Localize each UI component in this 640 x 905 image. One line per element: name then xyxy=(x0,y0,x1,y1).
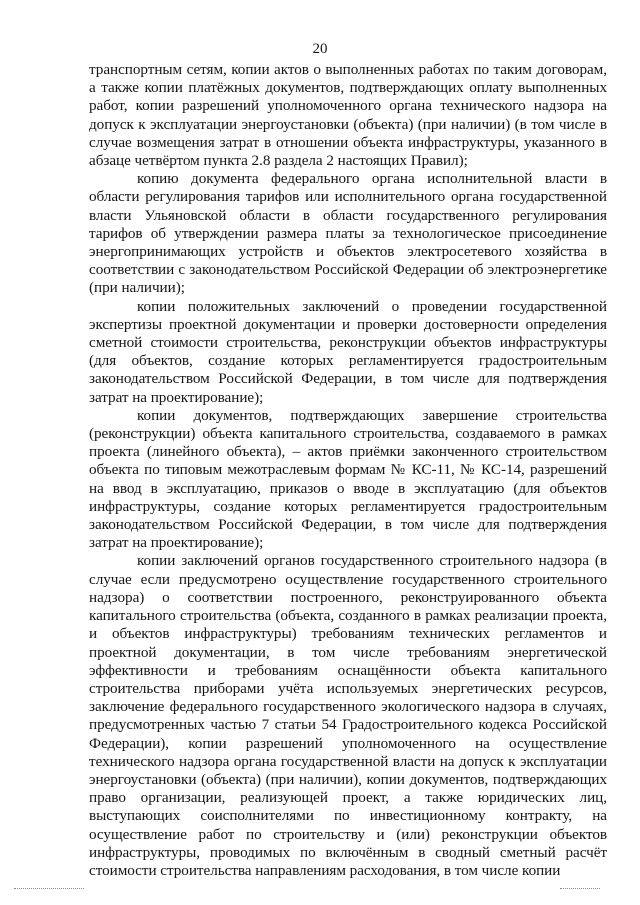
paragraph-tariff-document: копию документа федерального органа исполнительной власти в области регулирования тарифов или исполнительного органа государственной власти Ульяновской области в области государственного регулирования тарифов об утверждении размера платы за технологическое присоединение энергопринимающих устройств и объектов электросетевого хозяйства в соответствии с законодательством Российской Федерации об электроэнергетике (при наличии); xyxy=(89,170,607,297)
paragraph-completion-documents: копии документов, подтверждающих завершение строительства (реконструкции) объекта капитального строительства, создаваемого в рамках проекта (линейного объекта), – актов приёмки законченного строительством объекта по типовым межотраслевым формам № КС-11, № КС-14, разрешений на ввод в эксплуатацию, приказов о вводе в эксплуатацию (для объектов инфраструктуры, создание которых регламентируется градостроительным законодательством Российской Федерации, в том числе для подтверждения затрат на проектирование); xyxy=(89,406,607,552)
paragraph-continued: транспортным сетям, копии актов о выполненных работах по таким договорам, а также копии платёжных документов, подтверждающих оплату выполненных работ, копии разрешений уполномоченного органа технического надзора на допуск к эксплуатации энергоустановки (объекта) (при наличии) (в том числе в случае возмещения затрат в отношении объекта инфраструктуры, указанного в абзаце четвёртом пункта 2.8 раздела 2 настоящих Правил); xyxy=(89,61,607,170)
scan-artifact-left xyxy=(14,888,84,890)
scan-artifact-right xyxy=(560,888,600,890)
document-body xyxy=(89,61,607,880)
paragraph-supervision-conclusions: копии заключений органов государственного строительного надзора (в случае если предусмотрено осуществление государственного строительного надзора) о соответствии построенного, реконструированного объекта капитального строительства (объекта, созданного в рамках реализации проекта, и объектов инфраструктуры) требованиям технических регламентов и проектной документации, в том числе требованиям энергетической эффективности и требованиям оснащённости объекта капитального строительства приборами учёта используемых энергетических ресурсов, заключение федерального государственного экологического надзора в случаях, предусмотренных частью 7 статьи 54 Градостроительного кодекса Российской Федерации), копии разрешений уполномоченного на осуществление технического надзора органа государственной власти на допуск к эксплуатации энергоустановки (объекта) (при наличии), копии документов, подтверждающих право организации, реализующей проект, а также юридических лиц, выступающих соисполнителями по инвестиционному контракту, на осуществление работ по строительству и (или) реконструкции объектов инфраструктуры, проводимых по включённым в сводный сметный расчёт стоимости строительства направлениям расходования, в том числе копии xyxy=(89,552,607,879)
paragraph-expertise-conclusions: копии положительных заключений о проведении государственной экспертизы проектной документации и проверки достоверности определения сметной стоимости строительства, реконструкции объектов инфраструктуры (для объектов, создание которых регламентируется градостроительным законодательством Российской Федерации, в том числе для подтверждения затрат на проектирование); xyxy=(89,297,607,406)
page-number: 20 xyxy=(312,41,328,57)
